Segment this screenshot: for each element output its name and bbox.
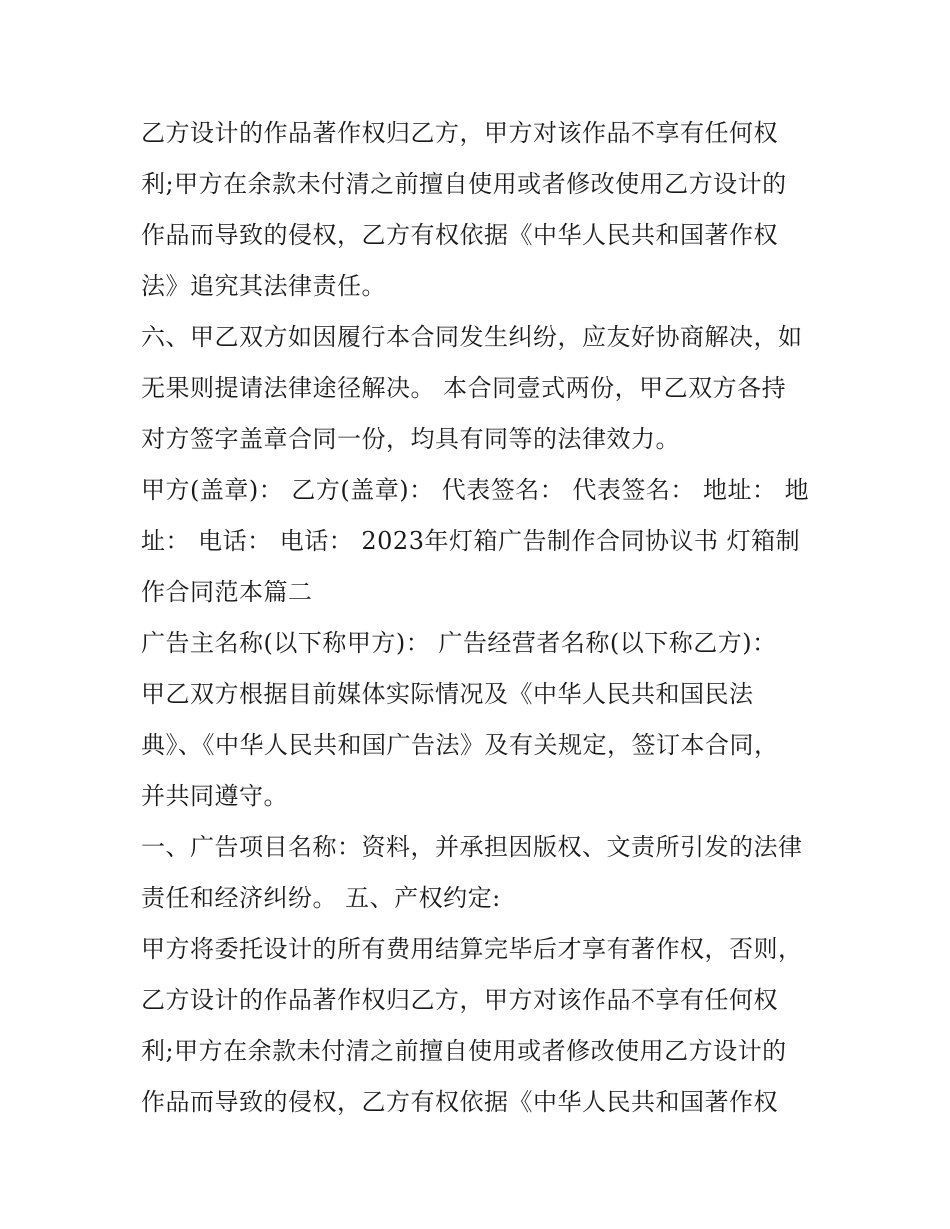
text-line: 作品而导致的侵权，乙方有权依据《中华人民共和国著作权 [141, 221, 778, 249]
text-line: 乙方设计的作品著作权归乙方，甲方对该作品不享有任何权 [141, 119, 778, 147]
text-line: 对方签字盖章合同一份，均具有同等的法律效力。 [141, 425, 680, 453]
text-line: 责任和经济纠纷。 五、产权约定: [141, 884, 501, 912]
text-line: 法》追究其法律责任。 [141, 272, 386, 300]
text-line: 一、广告项目名称：资料，并承担因版权、文责所引发的法律 [141, 833, 803, 861]
document-body [141, 108, 821, 1128]
text-line: 无果则提请法律途径解决。 本合同壹式两份，甲乙双方各持 [141, 374, 787, 402]
text-line: 址： 电话： 电话： 2023年灯箱广告制作合同协议书 灯箱制 [141, 527, 801, 555]
text-line: 作品而导致的侵权，乙方有权依据《中华人民共和国著作权 [141, 1088, 778, 1116]
text-line: 作合同范本篇二 [141, 578, 313, 606]
text-line: 甲方(盖章)： 乙方(盖章)： 代表签名： 代表签名： 地址： 地 [141, 476, 810, 504]
text-line: 六、甲乙双方如因履行本合同发生纠纷，应友好协商解决，如 [141, 323, 803, 351]
text-line: 甲乙双方根据目前媒体实际情况及《中华人民共和国民法 [141, 680, 754, 708]
text-line: 甲方将委托设计的所有费用结算完毕后才享有著作权，否则， [141, 935, 803, 963]
text-line: 典》、《中华人民共和国广告法》及有关规定，签订本合同， [141, 731, 779, 759]
text-line: 利;甲方在余款未付清之前擅自使用或者修改使用乙方设计的 [141, 170, 787, 198]
text-line: 利;甲方在余款未付清之前擅自使用或者修改使用乙方设计的 [141, 1037, 787, 1065]
text-line: 并共同遵守。 [141, 782, 288, 810]
text-line: 乙方设计的作品著作权归乙方，甲方对该作品不享有任何权 [141, 986, 778, 1014]
text-line: 广告主名称(以下称甲方)： 广告经营者名称(以下称乙方)： [141, 629, 777, 657]
